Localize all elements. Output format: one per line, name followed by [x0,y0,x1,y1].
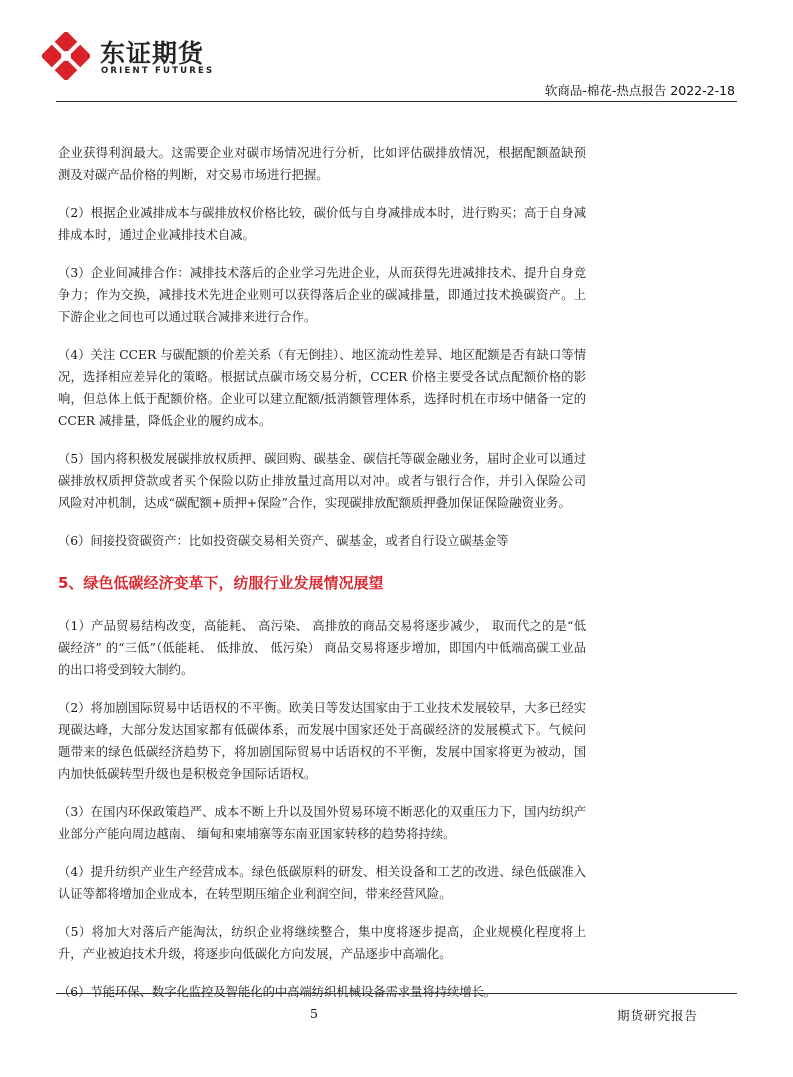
paragraph: （4）关注 CCER 与碳配额的价差关系（有无倒挂）、地区流动性差异、地区配额是否有缺口等情况，选择相应差异化的策略。根据试点碳市场交易分析，CCER 价格主要受各试点配额价格的影响，但总体上低于配额价格。企业可以建立配额/抵消额管理体系，选择时机在市场中储备一定的 CCER 减排量，降低企业的履约成本。 [58,348,586,428]
logo-english-name: ORIENT FUTURES [101,66,215,76]
paragraph: （3）企业间减排合作：减排技术落后的企业学习先进企业，从而获得先进减排技术、提升自身竞争力；作为交换，减排技术先进企业则可以获得落后企业的碳减排量，即通过技术换碳资产。上下游企业之间也可以通过联合减排来进行合作。 [58,266,586,324]
paragraph: （3）在国内环保政策趋严、成本不断上升以及国外贸易环境不断恶化的双重压力下，国内纺织产业部分产能向周边越南、 缅甸和柬埔寨等东南亚国家转移的趋势将持续。 [58,805,586,841]
paragraph: （6）节能环保、数字化监控及智能化的中高端纺织机械设备需求量将持续增长。 [58,985,497,999]
brand-logo [42,30,222,82]
footer-divider [56,993,737,994]
paragraph: （4）提升纺织产业生产经营成本。绿色低碳原料的研发、相关设备和工艺的改进、绿色低碳准入认证等都将增加企业成本，在转型期压缩企业利润空间，带来经营风险。 [58,865,586,901]
logo-chinese-name: 东证期货 [100,39,205,68]
footer-label: 期货研究报告 [616,1008,698,1023]
paragraph: （6）间接投资碳资产：比如投资碳交易相关资产、碳基金，或者自行设立碳基金等 [58,534,509,548]
header-divider [56,101,737,102]
paragraph: （2）将加剧国际贸易中话语权的不平衡。欧美日等发达国家由于工业技术发展较早，大多已经实现碳达峰，大部分发达国家都有低碳体系，而发展中国家还处于高碳经济的发展模式下。气候问题带来的绿色低碳经济趋势下，将加剧国际贸易中话语权的不平衡，发展中国家将更为被动，国内加快低碳转型升级也是积极竞争国际话语权。 [58,701,586,781]
document-body [58,142,586,1019]
paragraph: （5）国内将积极发展碳排放权质押、碳回购、碳基金、碳信托等碳金融业务，届时企业可以通过碳排放权质押贷款或者买个保险以防止排放量过高用以对冲。或者与银行合作，并引入保险公司风险对冲机制，达成“碳配额+质押+保险”合作，实现碳排放配额质押叠加保证保险融资业务。 [58,452,586,510]
paragraph: 企业获得利润最大。这需要企业对碳市场情况进行分析，比如评估碳排放情况，根据配额盈缺预测及对碳产品价格的判断，对交易市场进行把握。 [58,146,586,182]
section-heading: 5、绿色低碳经济变革下，纺服行业发展情况展望 [58,574,384,592]
paragraph: （2）根据企业减排成本与碳排放权价格比较，碳价低与自身减排成本时，进行购买；高于自身减排成本时，通过企业减排技术自减。 [58,206,586,242]
paragraph: （1）产品贸易结构改变，高能耗、 高污染、 高排放的商品交易将逐步减少， 取而代之的是“低碳经济” 的“三低”（低能耗、 低排放、 低污染） 商品交易将逐步增加，即国内中低端高碳工业品的出口将受到较大制约。 [58,619,586,677]
paragraph: （5）将加大对落后产能淘汰，纺织企业将继续整合，集中度将逐步提高，企业规模化程度将上升，产业被迫技术升级，将逐步向低碳化方向发展，产品逐步中高端化。 [58,925,586,961]
page-number: 5 [310,1006,318,1021]
orient-futures-logo-icon [42,32,90,80]
report-tag: 软商品-棉花-热点报告 2022-2-18 [544,83,735,98]
